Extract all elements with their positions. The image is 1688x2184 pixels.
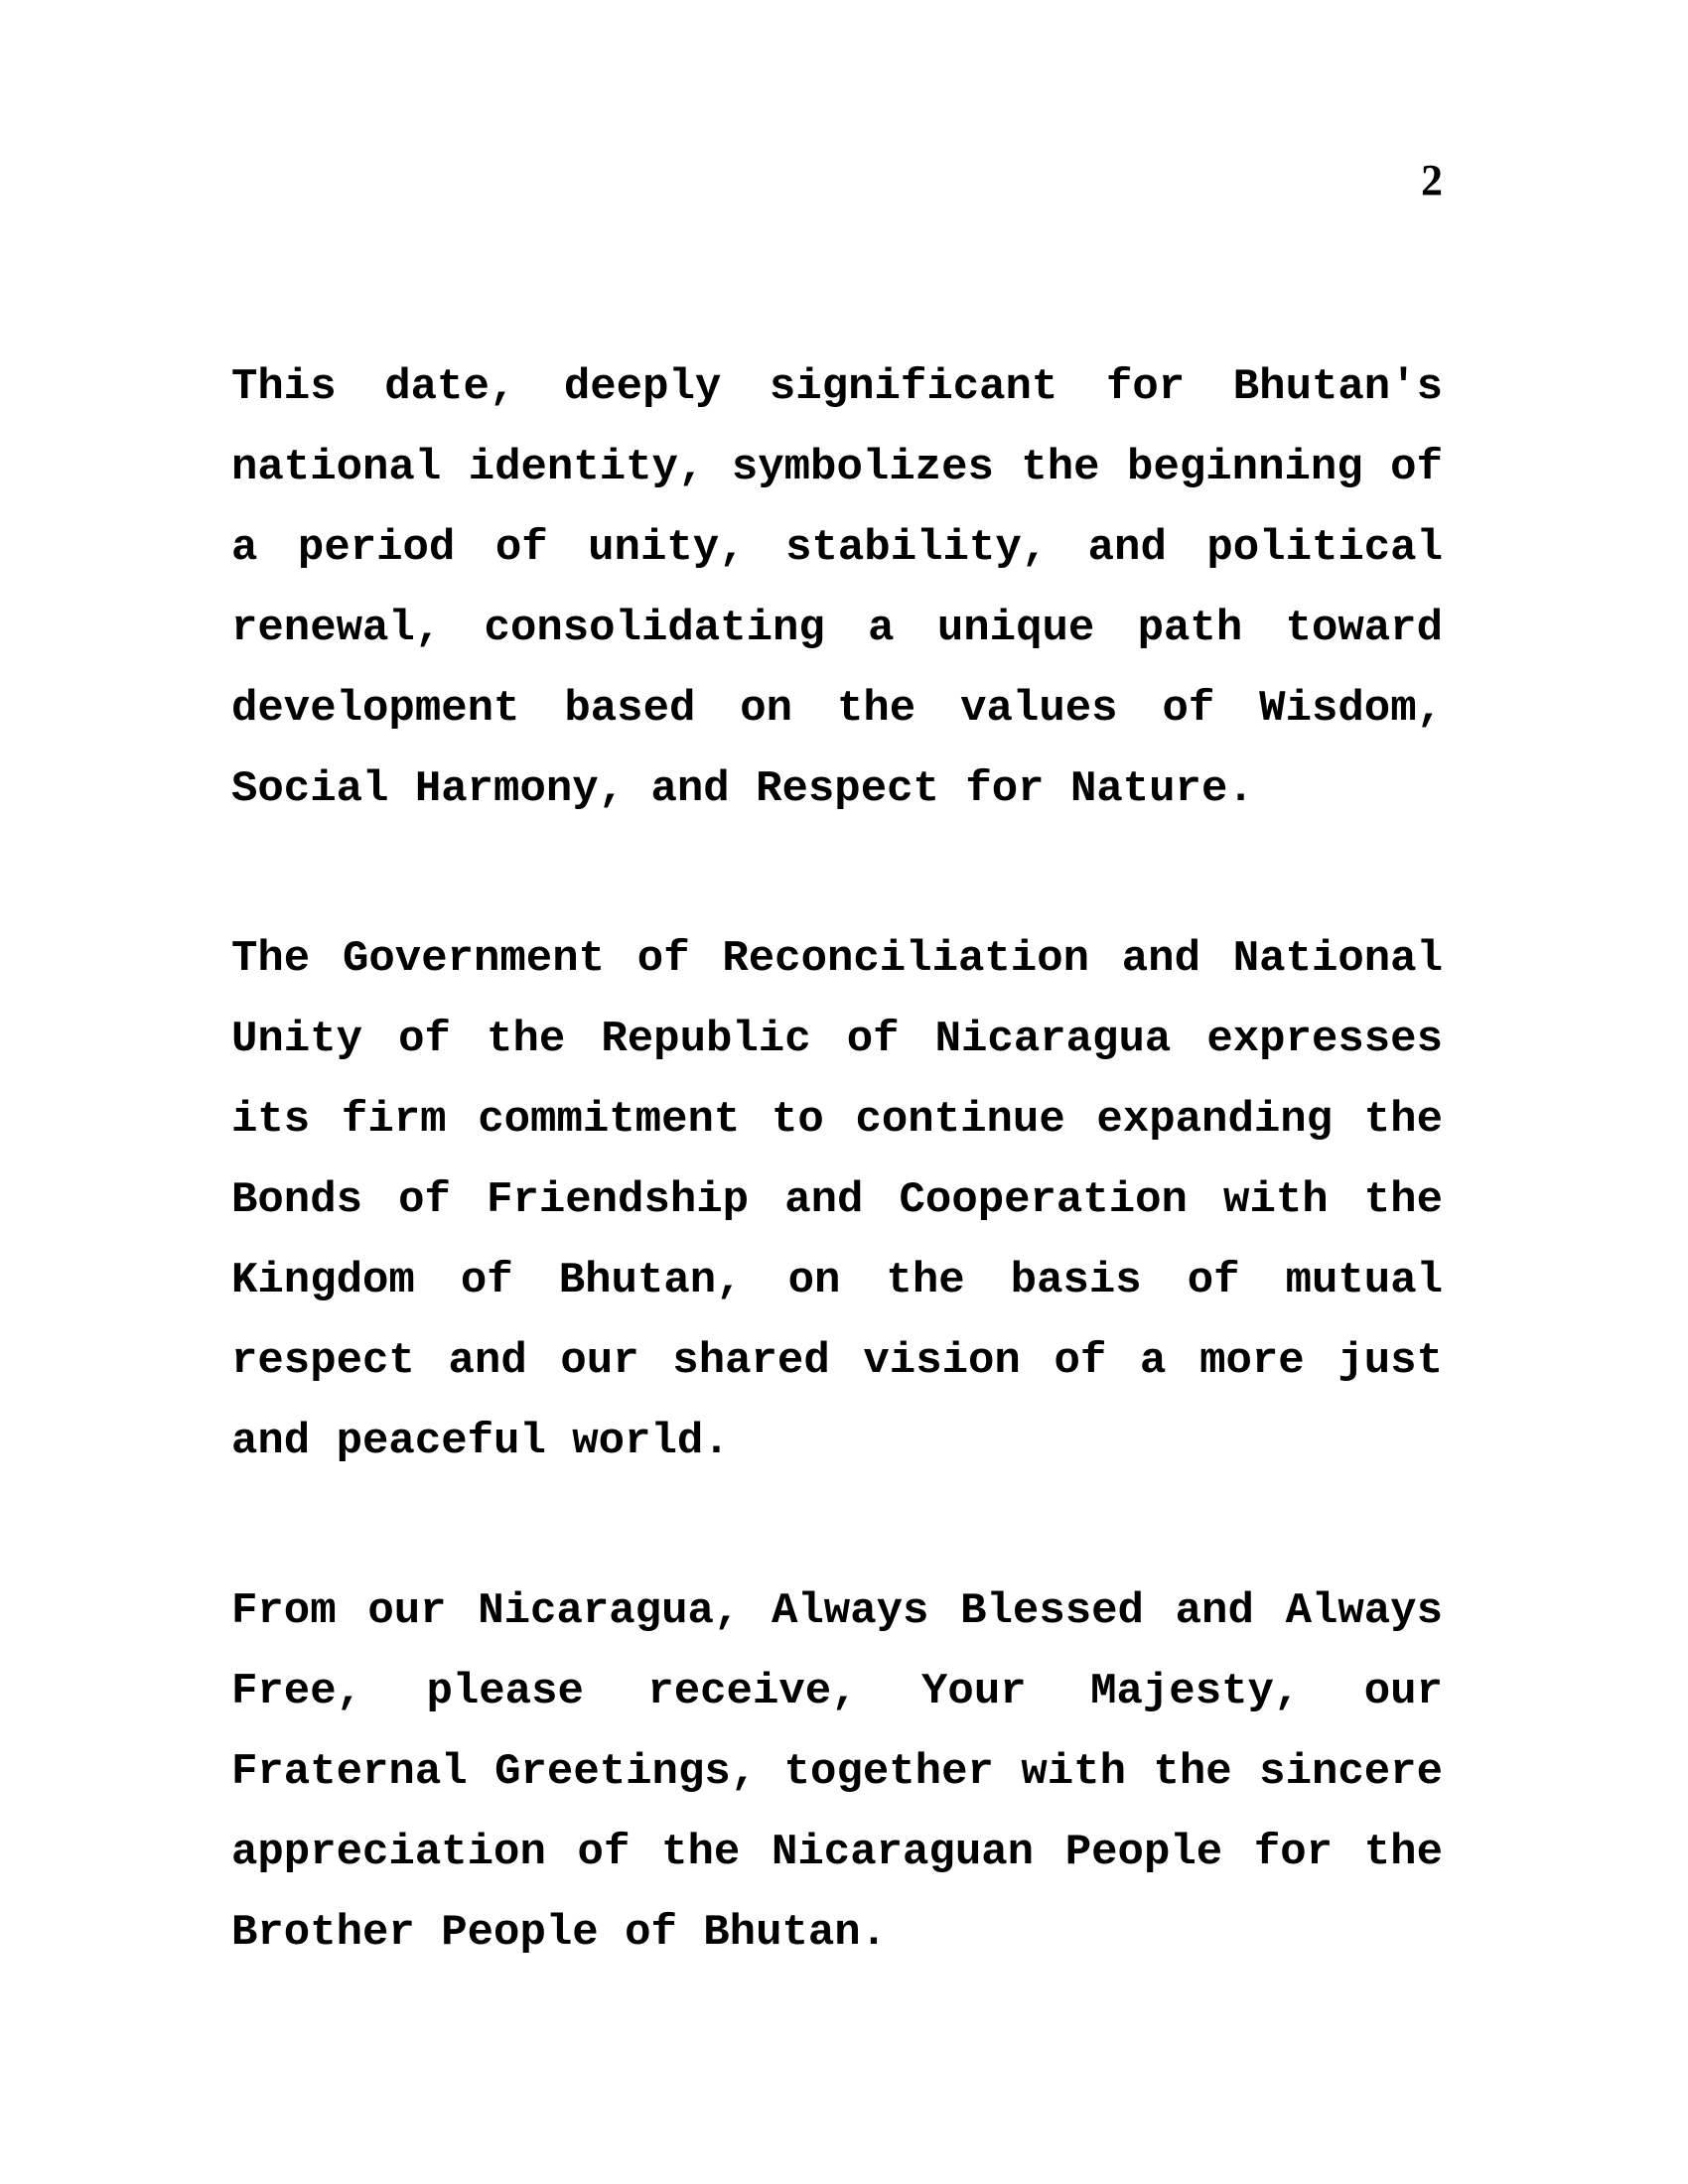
paragraph: This date, deeply significant for Bhutan's national identity, symbolizes the beginning of a period of unity, stability, and political renewal, consolidating a unique path toward development based on the values of Wisdom, Social Harmony, and Respect for Nature. (231, 362, 1443, 814)
page-content (231, 157, 1443, 1974)
page-number: 2 (1421, 156, 1443, 205)
paragraph: The Government of Reconciliation and National Unity of the Republic of Nicaragua expresses its firm commitment to continue expanding the Bonds of Friendship and Cooperation with the Kingdom of Bhutan, on the basis of mutual respect and our shared vision of a more just and peaceful world. (231, 934, 1443, 1466)
letter-body (231, 347, 1443, 1974)
paragraph: From our Nicaragua, Always Blessed and Always Free, please receive, Your Majesty, our Fraternal Greetings, together with the sincere appreciation of the Nicaraguan People for the Brother People of Bhutan. (231, 1586, 1443, 1958)
